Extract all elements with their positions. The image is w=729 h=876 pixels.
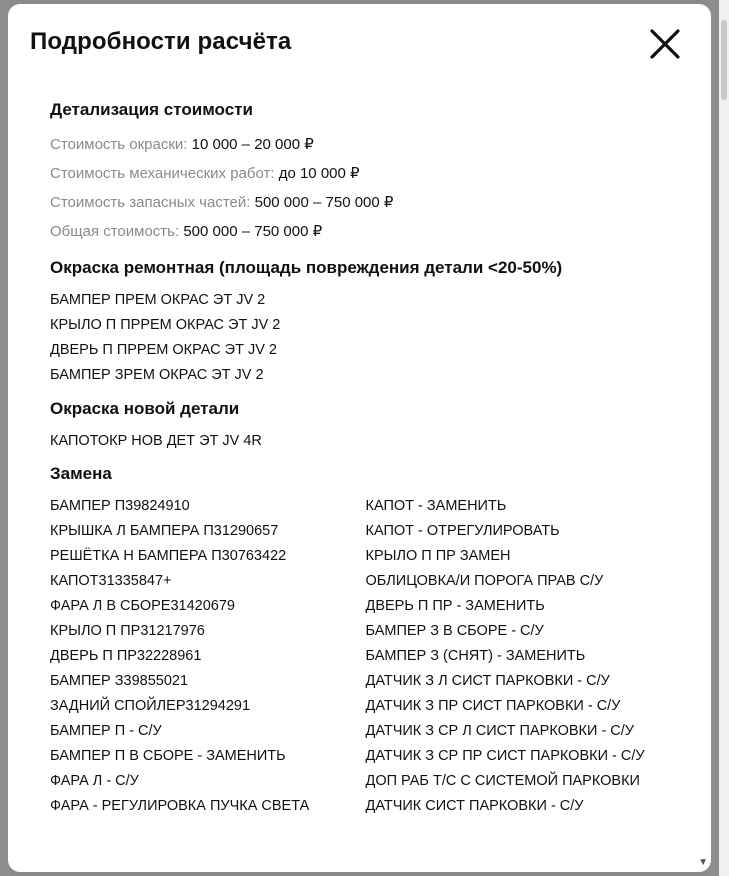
list-item: БАМПЕР П В СБОРЕ - ЗАМЕНИТЬ (50, 748, 286, 764)
modal-scrollbar[interactable] (697, 4, 711, 872)
scroll-down-arrow-icon[interactable]: ▼ (698, 857, 708, 868)
list-item: БАМПЕР ЗРЕМ ОКРАС ЭТ JV 2 (50, 367, 264, 383)
list-item: КАПОТ - ЗАМЕНИТЬ (365, 498, 507, 514)
list-item: ФАРА Л - С/У (50, 773, 139, 789)
list-item: ДВЕРЬ П ПР - ЗАМЕНИТЬ (365, 598, 545, 614)
list-item: БАМПЕР З (СНЯТ) - ЗАМЕНИТЬ (365, 648, 586, 664)
replacement-section (50, 464, 681, 819)
cost-value: 500 000 – 750 000 ₽ (183, 223, 323, 240)
cost-breakdown-section (50, 100, 681, 246)
repair-paint-list (50, 288, 681, 388)
list-item: КРЫЛО П ПРРЕМ ОКРАС ЭТ JV 2 (50, 317, 281, 333)
list-item: ДАТЧИК З СР ПР СИСТ ПАРКОВКИ - С/У (365, 748, 645, 764)
list-item: ЗАДНИЙ СПОЙЛЕР31294291 (50, 698, 251, 714)
modal-title: Подробности расчёта (30, 28, 292, 55)
cost-rows (50, 130, 681, 246)
cost-breakdown-title: Детализация стоимости (50, 100, 253, 119)
cost-label: Стоимость запасных частей: (50, 194, 251, 211)
list-item: ДВЕРЬ П ПРРЕМ ОКРАС ЭТ JV 2 (50, 342, 277, 358)
cost-label: Общая стоимость: (50, 223, 180, 240)
list-item: КАПОТОКР НОВ ДЕТ ЭТ JV 4R (50, 433, 262, 449)
cost-row (50, 188, 681, 217)
list-item: РЕШЁТКА Н БАМПЕРА П30763422 (50, 548, 287, 564)
cost-label: Стоимость окраски: (50, 136, 188, 153)
replacement-list-left (50, 494, 366, 819)
calculation-details-modal (8, 4, 711, 872)
cost-value: до 10 000 ₽ (278, 165, 360, 182)
list-item: ФАРА Л В СБОРЕ31420679 (50, 598, 235, 614)
cost-value: 500 000 – 750 000 ₽ (254, 194, 394, 211)
cost-value: 10 000 – 20 000 ₽ (191, 136, 314, 153)
page-scrollbar-thumb[interactable] (721, 20, 727, 100)
close-icon (647, 26, 683, 62)
list-item: БАМПЕР З39855021 (50, 673, 189, 689)
new-paint-title: Окраска новой детали (50, 399, 240, 418)
list-item: КРЫЛО П ПР31217976 (50, 623, 205, 639)
list-item: КРЫЛО П ПР ЗАМЕН (365, 548, 511, 564)
list-item: КАПОТ - ОТРЕГУЛИРОВАТЬ (365, 523, 560, 539)
list-item: КАПОТ31335847+ (50, 573, 172, 589)
replacement-title: Замена (50, 464, 112, 483)
new-paint-list (50, 429, 681, 454)
list-item: БАМПЕР П - С/У (50, 723, 162, 739)
page-scrollbar[interactable] (719, 0, 729, 876)
cost-row (50, 217, 681, 246)
list-item: КРЫШКА Л БАМПЕРА П31290657 (50, 523, 279, 539)
list-item: БАМПЕР ПРЕМ ОКРАС ЭТ JV 2 (50, 292, 266, 308)
list-item: ДАТЧИК З СР Л СИСТ ПАРКОВКИ - С/У (365, 723, 635, 739)
cost-label: Стоимость механических работ: (50, 165, 275, 182)
list-item: ДВЕРЬ П ПР32228961 (50, 648, 202, 664)
list-item: ОБЛИЦОВКА/И ПОРОГА ПРАВ С/У (365, 573, 604, 589)
modal-body (50, 100, 681, 819)
close-button[interactable] (647, 26, 683, 62)
list-item: ДАТЧИК СИСТ ПАРКОВКИ - С/У (365, 798, 584, 814)
list-item: ДОП РАБ Т/С С СИСТЕМОЙ ПАРКОВКИ (365, 773, 640, 789)
list-item: ДАТЧИК З ПР СИСТ ПАРКОВКИ - С/У (365, 698, 621, 714)
list-item: БАМПЕР З В СБОРЕ - С/У (365, 623, 544, 639)
new-paint-section (50, 399, 681, 454)
repair-paint-title: Окраска ремонтная (площадь повреждения детали <20-50%) (50, 258, 563, 277)
modal-header (30, 28, 691, 72)
list-item: ФАРА - РЕГУЛИРОВКА ПУЧКА СВЕТА (50, 798, 310, 814)
cost-row (50, 159, 681, 188)
list-item: ДАТЧИК З Л СИСТ ПАРКОВКИ - С/У (365, 673, 610, 689)
replacement-list-right (366, 494, 682, 819)
cost-row (50, 130, 681, 159)
repair-paint-section (50, 258, 681, 388)
list-item: БАМПЕР П39824910 (50, 498, 190, 514)
replacement-columns (50, 494, 681, 819)
